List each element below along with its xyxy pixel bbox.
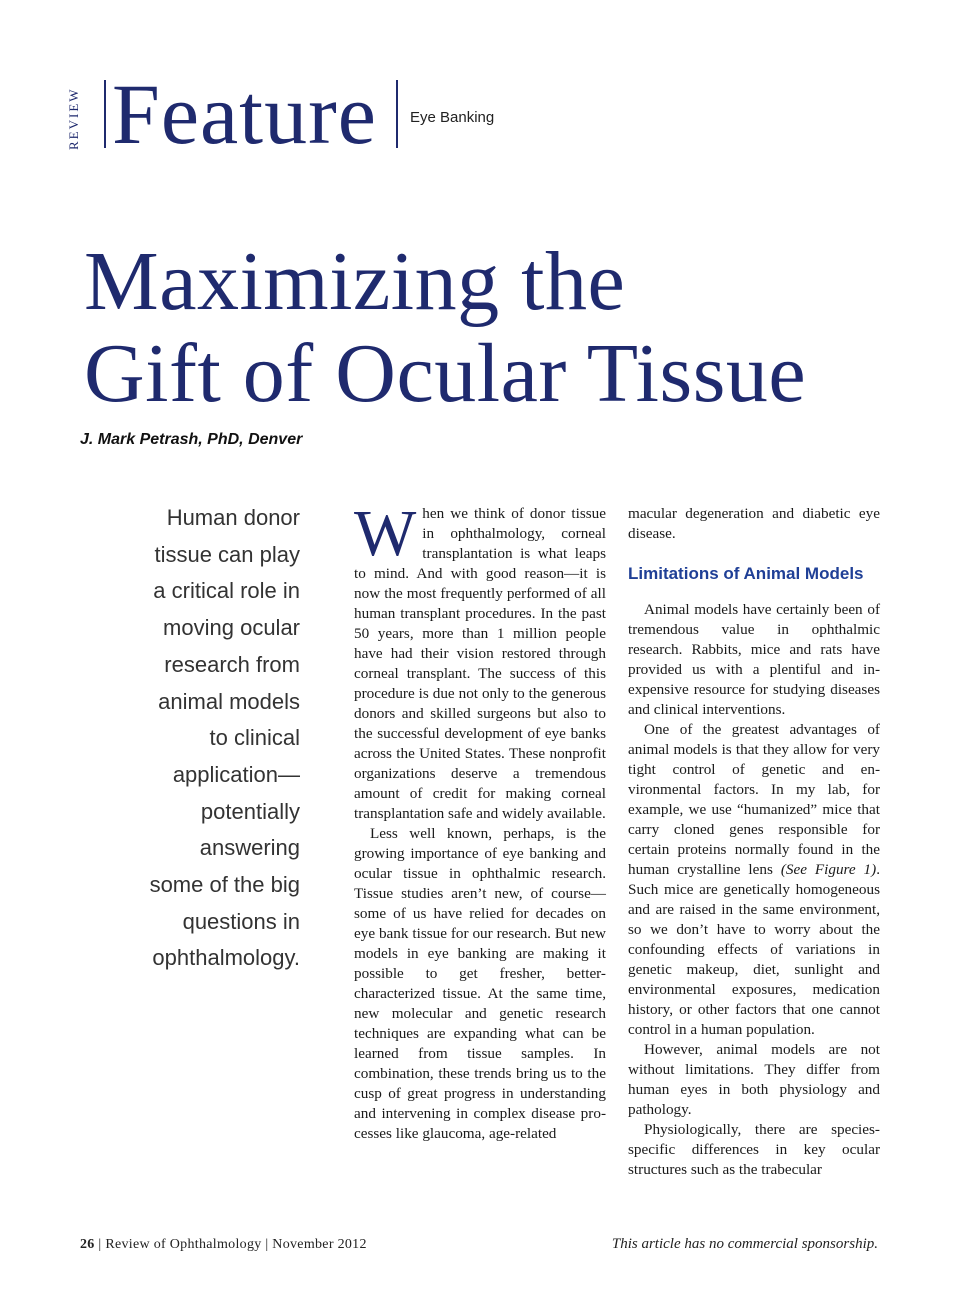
footer-separator: | (98, 1237, 102, 1252)
pull-quote-line: application— (172, 761, 300, 787)
pull-quote-line: some of the big (149, 872, 300, 898)
publication-name: Review of Ophthalmology (105, 1237, 262, 1252)
pull-quote-line: Human donor (166, 505, 300, 530)
title-line-2: Gift of Ocular Tissue (84, 327, 807, 420)
body-paragraph: However, animal models are not without limitations. They differ from human eyes in both physiology and pathology. (628, 1041, 880, 1118)
body-paragraph: Animal models have certainly been of tremendous value in ophthalmic research. Rabbits, mice and rats have provided us with a plentiful and inexpensive resource for studying diseases and clinical interventions. (628, 601, 880, 718)
pull-quote-line: tissue can play (154, 541, 300, 567)
pull-quote-line: to clinical (209, 725, 300, 751)
pull-quote-line: animal models (158, 688, 300, 714)
title-line-1: Maximizing the (84, 235, 626, 328)
pull-quote (130, 500, 300, 977)
paragraph-text: hen we think of donor tissue in ophthalmology, corneal transplantation is what leaps to mind. And with good reason—it is now the most frequently performed of all human transplant procedures. In the past 50 years, more than 1 million people have had their vision restored through corneal transplant. The success of this procedure is due not only to the generous donors and skilled surgeons but also to the successful development of eye banks across the United States. These nonprofit organizations deserve a tremendous amount of credit for making corneal transplantation safe and widely available. (354, 505, 606, 822)
body-column-1 (354, 497, 606, 1144)
review-vertical-label: REVIEW (66, 87, 81, 150)
paragraph-text: One of the greatest advantages of animal models is that they allow for very tight control of genetic and environmental factors. In my lab, for example, we use “humanized” mice that carry cloned genes responsible for certain proteins normally found in the human crystalline lens (628, 721, 880, 878)
body-paragraph: macular degeneration and diabetic eye disease. (628, 505, 880, 542)
sponsorship-note: This article has no commercial sponsorship. (611, 1236, 878, 1252)
masthead-rule-left (104, 80, 106, 148)
page-number: 26 (80, 1237, 95, 1252)
body-column-2 (628, 504, 880, 1180)
body-paragraph: Less well known, perhaps, is the growing importance of eye banking and ocular tissue in ophthalmic research. Tissue studies aren’t new, of course—some of us have relied for decades on eye bank tissue for our research. But new models in eye banking are making it possible to get fresher, better-characterized tissue. At the same time, new molecular and genetic research techniques are expanding what can be learned from tissue samples. In combination, these trends bring us to the cusp of great progress in understanding and intervening in complex disease processes like glaucoma, age-related (354, 825, 606, 1142)
pull-quote-line: moving ocular (163, 615, 300, 641)
feature-heading: Feature (112, 66, 377, 162)
figure-reference: (See Figure 1) (780, 861, 877, 878)
pull-quote-line: potentially (200, 798, 300, 824)
body-paragraph (628, 720, 880, 1040)
pull-quote-line: ophthalmology. (152, 945, 300, 971)
footer-separator: | (265, 1237, 269, 1252)
section-subhead: Limitations of Animal Models (628, 564, 864, 583)
body-paragraph: Physiologically, there are species-specific differences in key ocular structures such as the trabecular (628, 1121, 880, 1178)
byline: J. Mark Petrash, PhD, Denver (80, 431, 303, 448)
pull-quote-line: answering (199, 835, 300, 861)
drop-cap: W (354, 497, 417, 570)
pull-quote-line: research from (164, 651, 300, 677)
body-paragraph (354, 497, 606, 824)
paragraph-text: . Such mice are genetically homogeneous and are raised in the same environment, so we don’t have to worry about the confounding effects of variations in genetic makeup, diet, sunlight and environmental exposures, medication history, or other factors that one cannot control in a human population. (628, 861, 880, 1038)
pull-quote-line: a critical role in (153, 578, 300, 604)
issue-date: November 2012 (272, 1237, 367, 1252)
masthead-rule-right (396, 80, 398, 148)
article-title (84, 236, 904, 420)
pull-quote-line: questions in (182, 908, 300, 934)
section-label: Eye Banking (410, 109, 495, 126)
page-footer (80, 1237, 367, 1253)
